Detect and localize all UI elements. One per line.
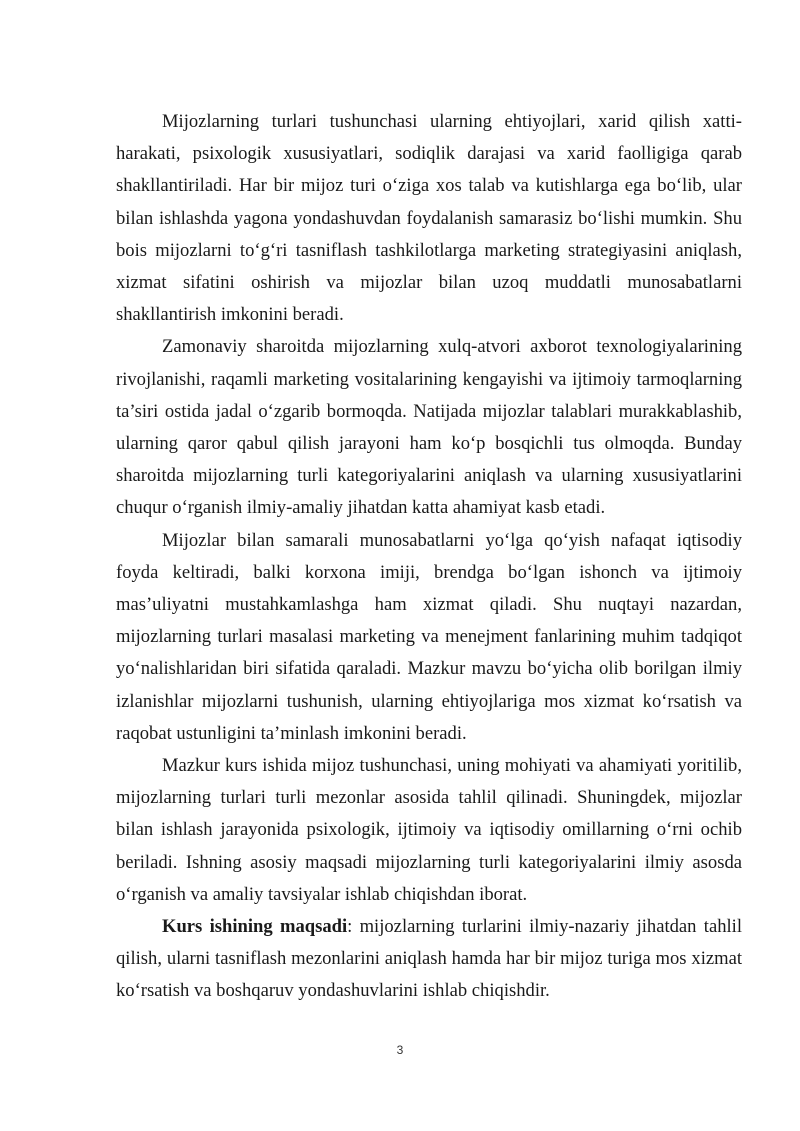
- goal-text: : mijozlarning turlarini ilmiy-nazariy jihatdan tahlil qilish, ularni tasniflash mezonlarini aniqlash hamda har bir mijoz turiga mos xizmat ko‘rsatish va boshqaruv yondashuvlarini ishlab chiqishdir.: [116, 916, 742, 1002]
- document-body: [116, 106, 742, 1008]
- paragraph-goal: [116, 911, 742, 1008]
- paragraph-effective-relations: Mijozlar bilan samarali munosabatlarni yo‘lga qo‘yish nafaqat iqtisodiy foyda keltiradi, balki korxona imiji, brendga bo‘lgan ishonch va ijtimoiy mas’uliyatni mustahkamlashga ham xizmat qiladi. Shu nuqtayi nazardan, mijozlarning turlari masalasi marketing va menejment fanlarining muhim tadqiqot yo‘nalishlaridan biri sifatida qaraladi. Mazkur mavzu bo‘yicha olib borilgan ilmiy izlanishlar mijozlarni tushunish, ularning ehtiyojlariga mos xizmat ko‘rsatish va raqobat ustunligini ta’minlash imkonini beradi.: [116, 529, 742, 744]
- paragraph-customer-types: Mijozlarning turlari tushunchasi ularning ehtiyojlari, xarid qilish xatti-harakati, psixologik xususiyatlari, sodiqlik darajasi va xarid faolligiga qarab shakllantiriladi. Har bir mijoz turi o‘ziga xos talab va kutishlarga ega bo‘lib, ular bilan ishlashda yagona yondashuvdan foydalanish samarasiz bo‘lishi mumkin. Shu bois mijozlarni to‘g‘ri tasniflash tashkilotlarga marketing strategiyasini aniqlash, xizmat sifatini oshirish va mijozlar bilan uzoq muddatli munosabatlarni shakllantirish imkonini beradi.: [116, 111, 742, 326]
- page-number: 3: [396, 1043, 404, 1057]
- goal-label: Kurs ishining maqsadi: [162, 916, 348, 938]
- paragraph-modern-conditions: Zamonaviy sharoitda mijozlarning xulq-atvori axborot texnologiyalarining rivojlanishi, raqamli marketing vositalarining kengayishi va ijtimoiy tarmoqlarning ta’siri ostida jadal o‘zgarib bormoqda. Natijada mijozlar talablari murakkablashib, ularning qaror qabul qilish jarayoni ham ko‘p bosqichli tus olmoqda. Bunday sharoitda mijozlarning turli kategoriyalarini aniqlash va ularning xususiyatlarini chuqur o‘rganish ilmiy-amaliy jihatdan katta ahamiyat kasb etadi.: [116, 336, 742, 519]
- paragraph-course-work: Mazkur kurs ishida mijoz tushunchasi, uning mohiyati va ahamiyati yoritilib, mijozlarning turlari turli mezonlar asosida tahlil qilinadi. Shuningdek, mijozlar bilan ishlash jarayonida psixologik, ijtimoiy va iqtisodiy omillarning o‘rni ochib beriladi. Ishning asosiy maqsadi mijozlarning turli kategoriyalarini ilmiy asosda o‘rganish va amaliy tavsiyalar ishlab chiqishdan iborat.: [116, 755, 742, 905]
